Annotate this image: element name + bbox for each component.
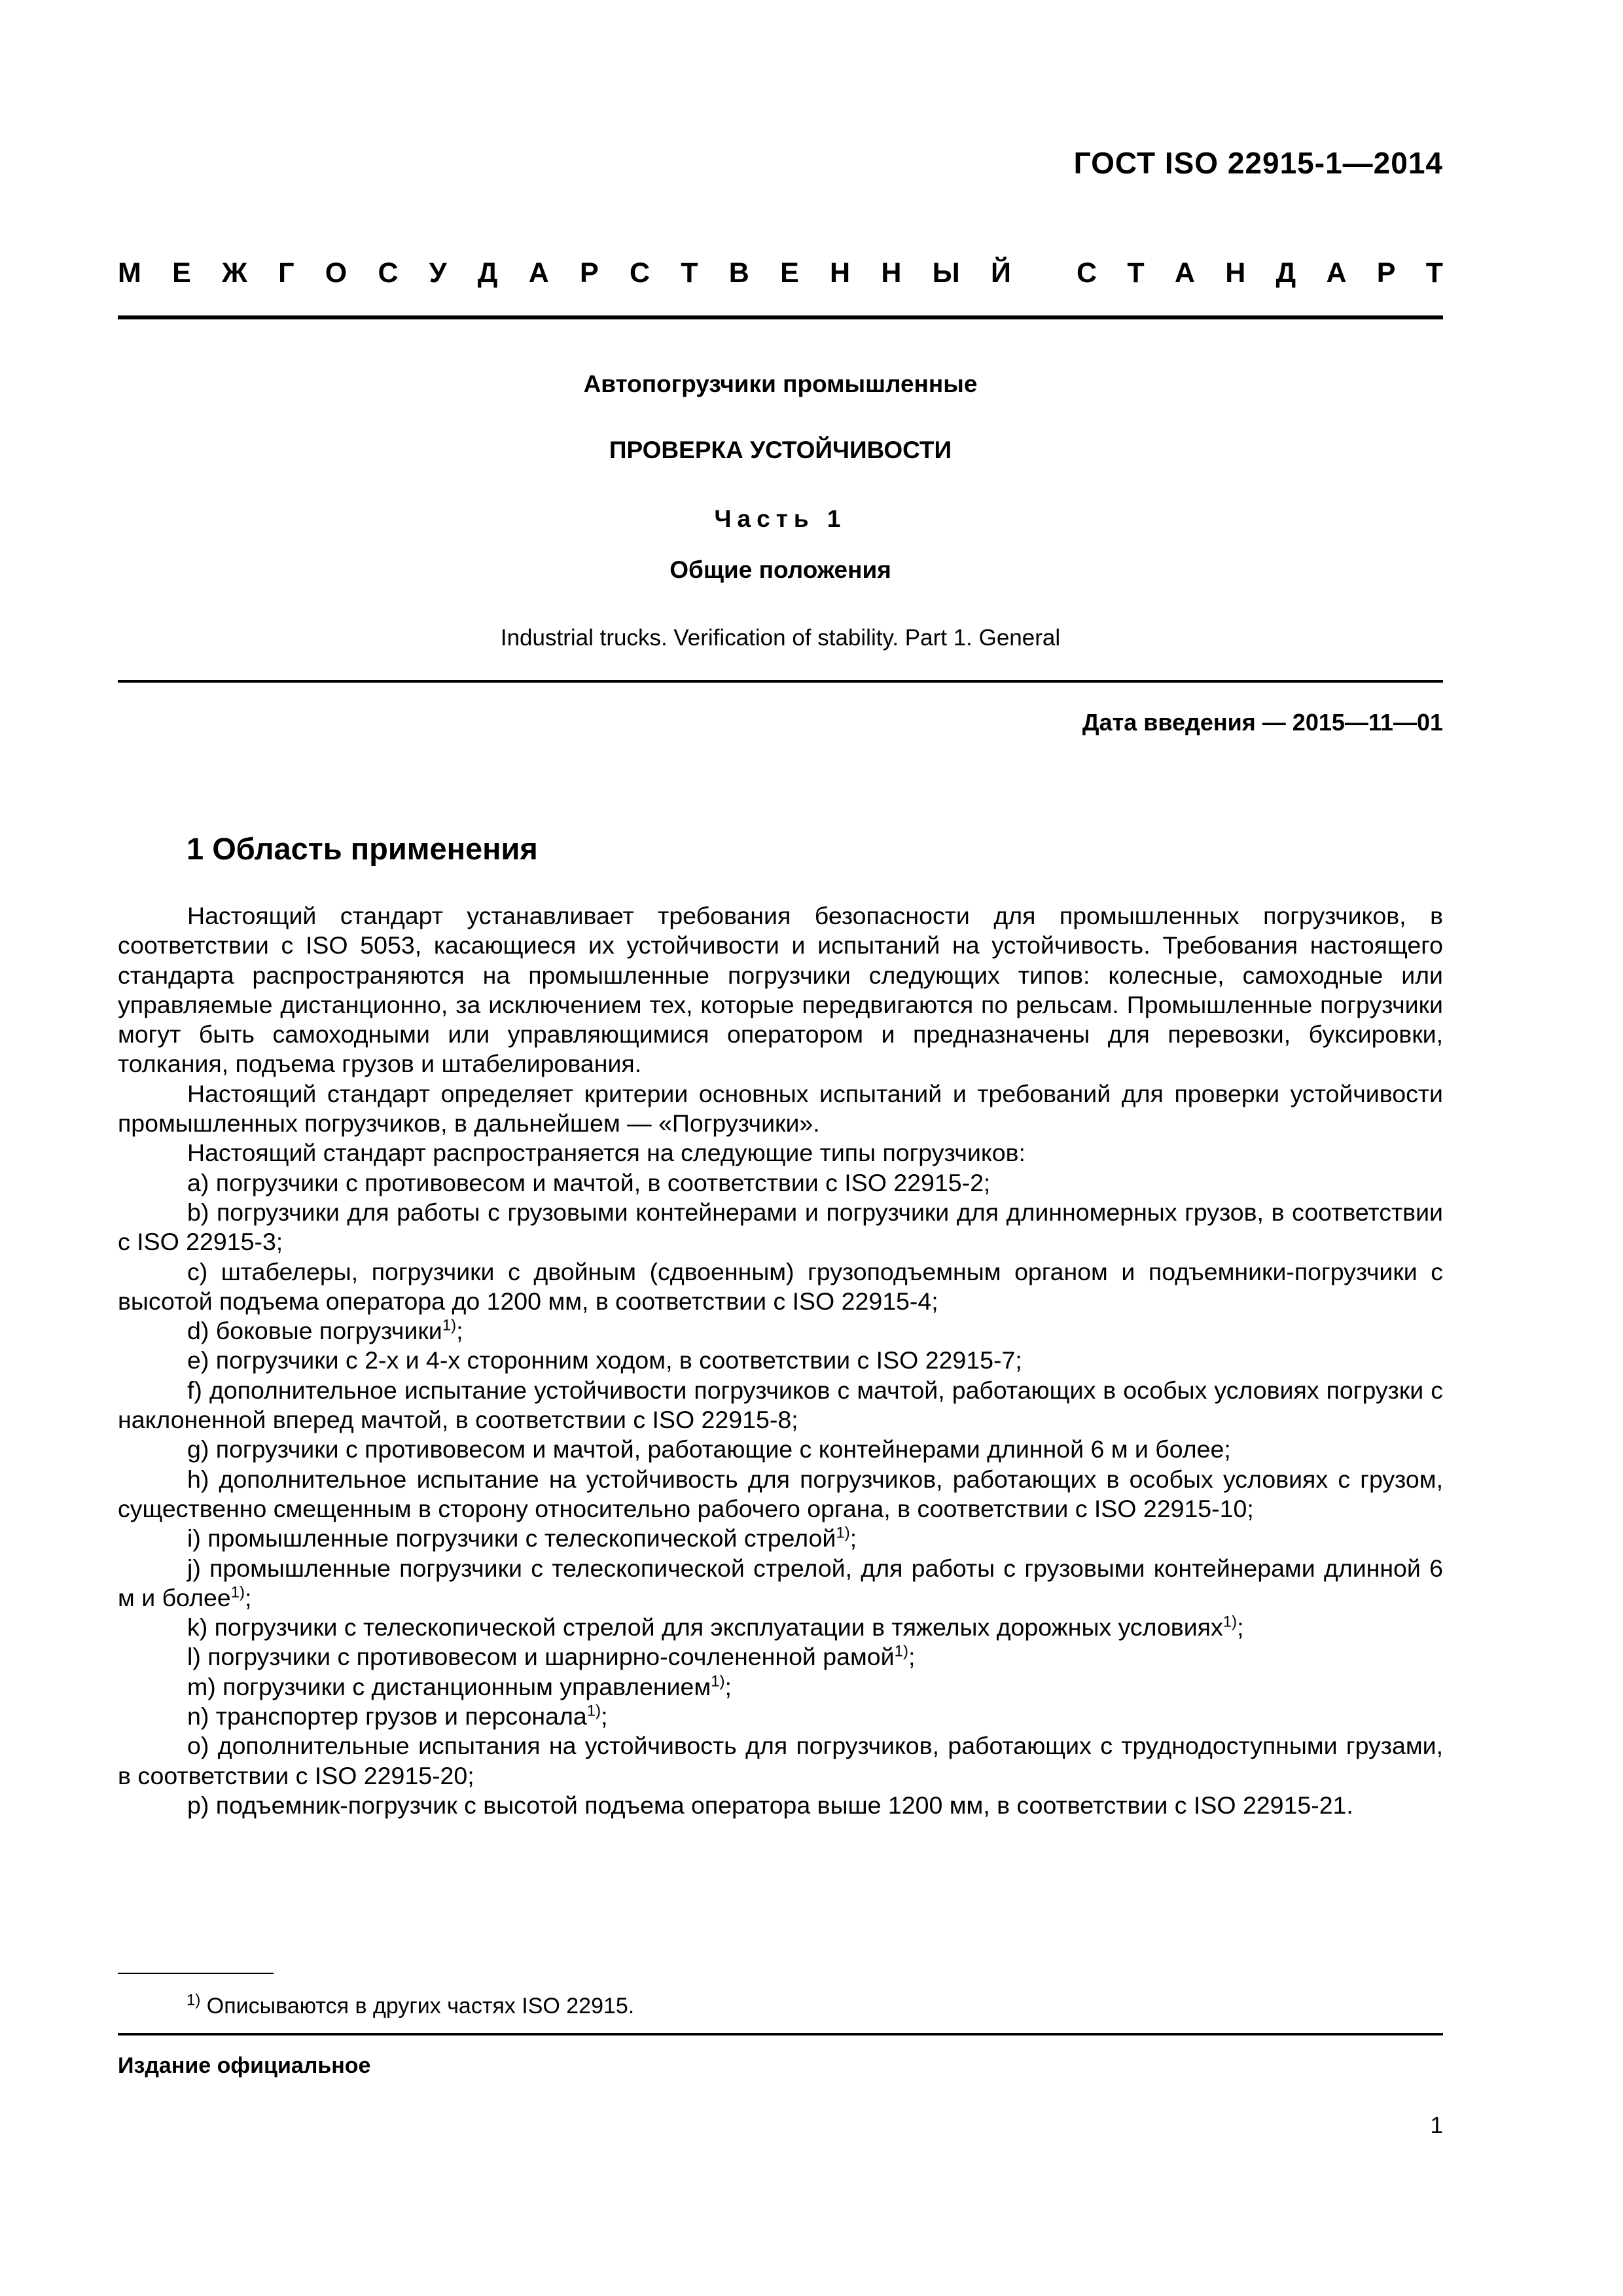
- banner-letter: Т: [1127, 257, 1145, 289]
- list-item: l) погрузчики с противовесом и шарнирно-сочлененной рамой$^{1)}$;: [187, 1642, 916, 1671]
- footer-rule: [118, 2033, 1443, 2036]
- banner-letter: Н: [1225, 257, 1246, 289]
- banner-letter: С: [629, 257, 650, 289]
- footnote-ref: 1): [442, 1316, 457, 1335]
- banner-letter: У: [429, 257, 447, 289]
- banner-letter: С: [378, 257, 399, 289]
- footnote-ref: 1): [1222, 1613, 1238, 1631]
- list-item: b) погрузчики для работы с грузовыми контейнерами и погрузчики для длинномерных грузов, в соответствии с ISO 22915-3;: [118, 1198, 1443, 1256]
- section-body: [118, 901, 1443, 1820]
- paragraph: Настоящий стандарт определяет критерии основных испытаний и требований для проверки устойчивости промышленных погрузчиков, в дальнейшем — «Погрузчики».: [118, 1079, 1443, 1138]
- edition-label: Издание официальное: [118, 2053, 371, 2078]
- banner-letter: Н: [830, 257, 851, 289]
- title-part: Часть 1: [714, 505, 847, 532]
- document-id: ГОСТ ISO 22915-1—2014: [1073, 146, 1443, 180]
- banner-letter: Ж: [222, 257, 247, 289]
- banner-letter: Д: [477, 257, 498, 289]
- banner-letter: Е: [172, 257, 191, 289]
- banner-rule: [118, 315, 1443, 319]
- footnote-rule: [118, 1973, 274, 1974]
- list-item: e) погрузчики с 2-х и 4-х сторонним ходом, в соответствии с ISO 22915-7;: [187, 1346, 1022, 1374]
- banner-letter: А: [1326, 257, 1347, 289]
- page-number: 1: [1430, 2113, 1443, 2138]
- banner-letter: А: [528, 257, 549, 289]
- title-subject: Автопогрузчики промышленные: [583, 370, 978, 397]
- paragraph: Настоящий стандарт устанавливает требования безопасности для промышленных погрузчиков, в соответствии с ISO 5053, касающиеся их устойчивости и испытаний на устойчивость. Требования настоящего стандарта распространяются на промышленные погрузчики следующих типов: колесные, самоходные или управляемые дистанционно, за исключением тех, которые передвигаются по рельсам. Промышленные погрузчики могут быть самоходными или управляющимися оператором и предназначены для перевозки, буксировки, толкания, подъема грузов и штабелирования.: [118, 902, 1443, 1078]
- banner-letter: Г: [278, 257, 294, 289]
- footnote-mark: 1): [187, 1991, 201, 2009]
- introduction-date: Дата введения — 2015—11—01: [1082, 709, 1443, 736]
- list-item: a) погрузчики с противовесом и мачтой, в соответствии с ISO 22915-2;: [187, 1168, 991, 1196]
- list-item: k) погрузчики с телескопической стрелой для эксплуатации в тяжелых дорожных условиях$^{1)}$;: [187, 1613, 1244, 1641]
- banner-letter: Й: [991, 257, 1011, 289]
- banner-letter: А: [1174, 257, 1195, 289]
- banner-letter: Е: [780, 257, 799, 289]
- banner-word-interstate: [118, 257, 1011, 289]
- title-rule: [118, 680, 1443, 683]
- footnote-ref: 1): [836, 1524, 850, 1542]
- list-item: i) промышленные погрузчики с телескопической стрелой$^{1)}$;: [187, 1524, 857, 1552]
- banner-letter: О: [325, 257, 348, 289]
- banner-letter: Т: [681, 257, 698, 289]
- banner-letter: Т: [1425, 257, 1443, 289]
- footnote-ref: 1): [230, 1583, 245, 1602]
- banner-letter: Р: [580, 257, 599, 289]
- footnote: $^{1)}$ Описываются в других частях ISO 22915.: [187, 1991, 635, 2018]
- list-item: f) дополнительное испытание устойчивости погрузчиков с мачтой, работающих в особых условиях погрузки с наклоненной вперед мачтой, в соответствии с ISO 22915-8;: [118, 1376, 1443, 1434]
- banner-letter: С: [1077, 257, 1097, 289]
- list-item: g) погрузчики с противовесом и мачтой, работающие с контейнерами длинной 6 м и более;: [187, 1435, 1231, 1463]
- title-part-name: Общие положения: [669, 556, 891, 583]
- footnote-ref: 1): [894, 1642, 908, 1660]
- banner-letter: В: [728, 257, 749, 289]
- list-item: p) подъемник-погрузчик с высотой подъема оператора выше 1200 мм, в соответствии с ISO 22915-21.: [187, 1791, 1353, 1819]
- banner-letter: Д: [1275, 257, 1296, 289]
- footnote-ref: 1): [711, 1672, 725, 1691]
- paragraph: Настоящий стандарт распространяется на следующие типы погрузчиков:: [187, 1139, 1026, 1167]
- footnote-ref: 1): [586, 1702, 601, 1720]
- title-main: ПРОВЕРКА УСТОЙЧИВОСТИ: [609, 437, 952, 463]
- list-item: j) промышленные погрузчики с телескопической стрелой, для работы с грузовыми контейнерами длинной 6 м и более$^{1)}$;: [118, 1554, 1443, 1611]
- title-english: Industrial trucks. Verification of stability. Part 1. General: [500, 625, 1061, 651]
- standard-banner: [118, 257, 1443, 289]
- list-item: o) дополнительные испытания на устойчивость для погрузчиков, работающих с труднодоступными грузами, в соответствии с ISO 22915-20;: [118, 1732, 1443, 1789]
- list-item: h) дополнительное испытание на устойчивость для погрузчиков, работающих в особых условиях с грузом, существенно смещенным в сторону относительно рабочего органа, в соответствии с ISO 22915-10;: [118, 1465, 1443, 1522]
- list-item: c) штабелеры, погрузчики с двойным (сдвоенным) грузоподъемным органом и подъемники-погрузчики с высотой подъема оператора до 1200 мм, в соответствии с ISO 22915-4;: [118, 1257, 1443, 1315]
- section-heading: 1 Область применения: [187, 831, 538, 866]
- list-item: n) транспортер грузов и персонала$^{1)}$;: [187, 1702, 608, 1731]
- banner-letter: Р: [1376, 257, 1396, 289]
- banner-letter: М: [118, 257, 141, 289]
- banner-letter: Ы: [932, 257, 960, 289]
- banner-word-standard: [1077, 257, 1443, 289]
- banner-letter: Н: [881, 257, 902, 289]
- list-item: m) погрузчики с дистанционным управлением$^{1)}$;: [187, 1672, 732, 1700]
- list-item: d) боковые погрузчики$^{1)}$;: [187, 1316, 463, 1345]
